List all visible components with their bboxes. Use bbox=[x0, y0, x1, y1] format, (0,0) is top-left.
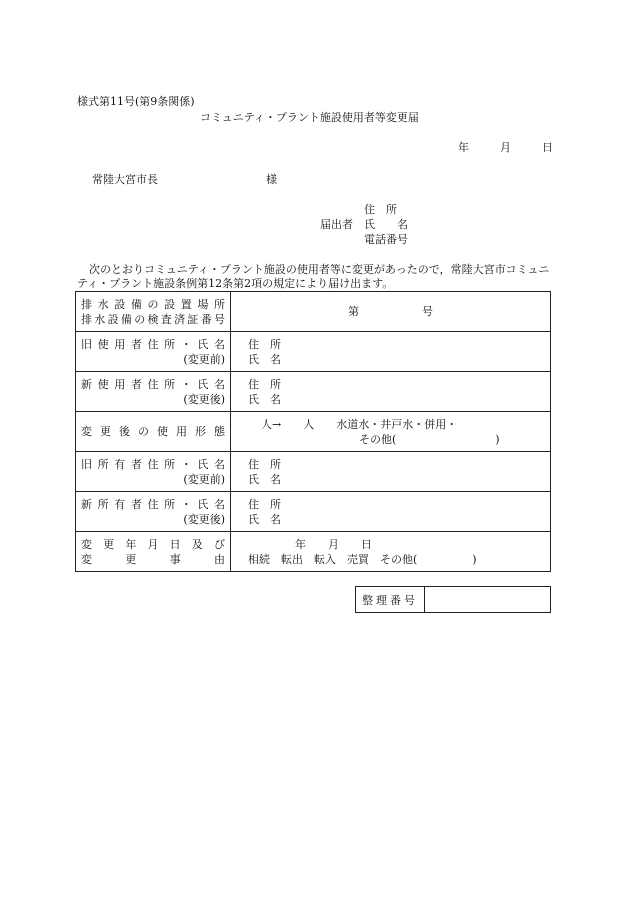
usage-type-field[interactable] bbox=[231, 412, 551, 452]
old-user-field[interactable] bbox=[231, 332, 551, 372]
table-row bbox=[76, 332, 551, 372]
label-line: 旧所有者住所・氏名 bbox=[81, 457, 225, 471]
reference-number-field[interactable] bbox=[425, 587, 551, 613]
value-line: 住 所 bbox=[248, 337, 281, 351]
new-user-field[interactable] bbox=[231, 372, 551, 412]
change-details-table bbox=[75, 291, 551, 572]
inspection-number-field[interactable] bbox=[231, 292, 551, 332]
reference-number-label: 整理番号 bbox=[356, 587, 425, 613]
date-year-label: 年 bbox=[458, 141, 469, 154]
row-label bbox=[76, 412, 231, 452]
label-line: (変更後) bbox=[183, 392, 225, 406]
applicant-heading: 届出者 bbox=[320, 218, 353, 231]
row-label bbox=[76, 492, 231, 532]
table-row bbox=[76, 372, 551, 412]
value-line: 人→ 人 水道水・井戸水・併用・ bbox=[261, 417, 458, 431]
label-line: 変更年月日及び bbox=[81, 537, 225, 551]
table-row bbox=[76, 532, 551, 572]
date-day-label: 日 bbox=[542, 141, 553, 154]
value-line: 年 月 日 bbox=[295, 537, 372, 551]
number-suffix: 号 bbox=[422, 305, 433, 318]
label-line: 変更後の使用形態 bbox=[81, 425, 225, 438]
value-line: その他( ) bbox=[359, 432, 500, 446]
value-line: 氏 名 bbox=[248, 352, 281, 366]
old-owner-field[interactable] bbox=[231, 452, 551, 492]
value-line: 相続 転出 転入 売買 その他( ) bbox=[248, 552, 477, 566]
label-line: 変更事由 bbox=[81, 552, 225, 566]
table-row bbox=[76, 452, 551, 492]
applicant-address-label: 住 所 bbox=[364, 203, 397, 216]
table-row bbox=[76, 292, 551, 332]
label-line: (変更前) bbox=[183, 472, 225, 486]
row-label bbox=[76, 452, 231, 492]
row-label bbox=[76, 532, 231, 572]
form-number: 様式第11号(第9条関係) bbox=[77, 95, 195, 108]
value-line: 氏 名 bbox=[248, 512, 281, 526]
change-date-reason-field[interactable] bbox=[231, 532, 551, 572]
row-label bbox=[76, 332, 231, 372]
applicant-name-label: 氏 名 bbox=[364, 218, 408, 231]
applicant-phone-label: 電話番号 bbox=[364, 233, 408, 246]
label-line: 旧使用者住所・氏名 bbox=[81, 337, 225, 351]
date-line bbox=[458, 141, 553, 154]
value-line: 住 所 bbox=[248, 497, 281, 511]
addressee-honorific: 様 bbox=[266, 173, 277, 186]
label-line: (変更前) bbox=[183, 352, 225, 366]
addressee: 常陸大宮市長 bbox=[92, 173, 158, 186]
applicant-block bbox=[320, 202, 408, 247]
document-title: コミュニティ・プラント施設使用者等変更届 bbox=[200, 111, 419, 124]
label-line: 排水設備の設置場所 bbox=[81, 297, 225, 311]
reference-number-box bbox=[355, 586, 551, 613]
new-owner-field[interactable] bbox=[231, 492, 551, 532]
label-line: 新使用者住所・氏名 bbox=[81, 377, 225, 391]
table-row bbox=[76, 492, 551, 532]
row-label bbox=[76, 372, 231, 412]
value-line: 住 所 bbox=[248, 457, 281, 471]
table-row bbox=[76, 412, 551, 452]
value-line: 氏 名 bbox=[248, 472, 281, 486]
label-line: 新所有者住所・氏名 bbox=[81, 497, 225, 511]
number-prefix: 第 bbox=[348, 305, 359, 318]
label-line: 排水設備の検査済証番号 bbox=[81, 312, 225, 326]
value-line: 氏 名 bbox=[248, 392, 281, 406]
date-month-label: 月 bbox=[500, 141, 511, 154]
row-label bbox=[76, 292, 231, 332]
body-paragraph: 次のとおりコミュニティ・プラント施設の使用者等に変更があったので，常陸大宮市コミュニティ・プラント施設条例第12条第2項の規定により届け出ます。 bbox=[77, 263, 550, 290]
label-line: (変更後) bbox=[183, 512, 225, 526]
value-line: 住 所 bbox=[248, 377, 281, 391]
